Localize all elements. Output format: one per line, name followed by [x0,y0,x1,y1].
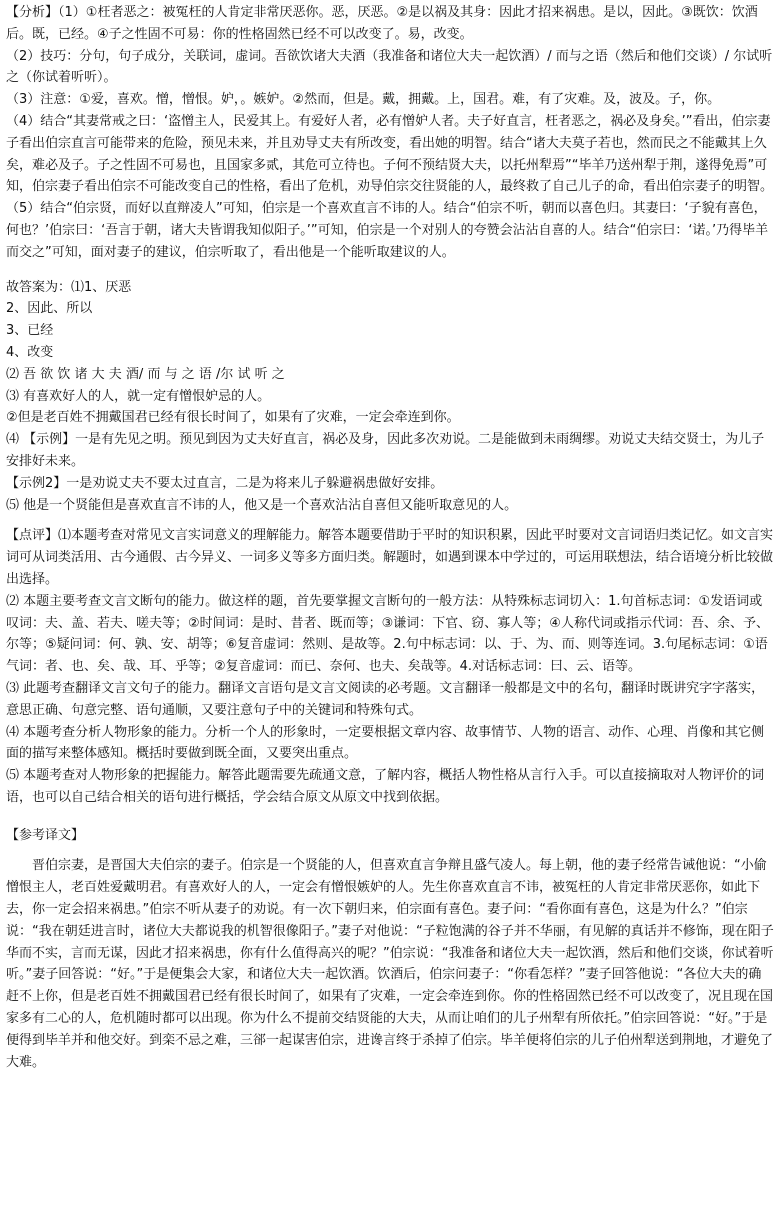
translation-text: 晋伯宗妻，是晋国大夫伯宗的妻子。伯宗是一个贤能的人，但喜欢直言争辩且盛气凌人。每上朝，他的妻子经常告诫他说：“小偷憎恨主人，老百姓爱戴明君。有喜欢好人的人，一定会有憎恨嫉妒的人。先生你喜欢直言不讳，被冤枉的人肯定非常厌恶你，如此下去，你一定会招来祸患。”伯宗不听从妻子的劝说。有一次下朝归来，伯宗面有喜色。妻子问：“看你面有喜色，这是为什么？”伯宗说：“我在朝廷进言时，诸位大夫都说我的机智很像阳子。”妻子对他说：“子粒饱满的谷子并不华丽，有见解的真话并不修饰，现在阳子华而不实，言而无谋，因此才招来祸患，你有什么值得高兴的呢？”伯宗说：“我准备和诸位大夫一起饮酒，然后和他们交谈，你试着听听。”妻子回答说：“好。”于是便集会大家，和诸位大夫一起饮酒。饮酒后，伯宗问妻子：“你看怎样？”妻子回答他说：“各位大夫的确赶不上你，但是老百姓不拥戴国君已经有很长时间了，如果有了灾难，一定会牵连到你。你的性格固然已经不可以改变了，况且现在国家多有二心的人，危机随时都可以出现。你为什么不提前交结贤能的大夫，从而让咱们的儿子州犁有所依托。”伯宗回答说：“好。”于是便得到毕羊并和他交好。到栾不忌之难，三郤一起谋害伯宗，进谗言终于杀掉了伯宗。毕羊便将伯宗的儿子伯州犁送到荆地，才避免了大难。 [6,858,774,1070]
analysis-part-3: （3）注意：①爱，喜欢。憎，憎恨。妒，。嫉妒。②然而，但是。戴，拥戴。上，国君。难，有了灾难。及，波及。子，你。 [6,92,721,108]
spacer [6,846,774,855]
comment-part-2: ⑵ 本题主要考查文言文断句的能力。做这样的题，首先要掌握文言断句的一般方法：从特殊标志词切入：1.句首标志词：①发语词或叹词：夫、盖、若夫、嗟夫等；②时间词：是时、昔者、既而等；③谦词：下官、窃、寡人等；④人称代词或指示代词：吾、余、予、尔等；⑤疑问词：何、孰、安、胡等；⑥复音虚词：然则、是故等。2.句中标志词：以、于、为、而、则等连词。3.句尾标志词：①语气词：者、也、矣、哉、耳、乎等；②复音虚词：而已、奈何、也夫、矣哉等。4.对话标志词：曰、云、语等。 [6,593,769,675]
comment-part-3: ⑶ 此题考查翻译文言文句子的能力。翻译文言语句是文言文阅读的必考题。文言翻译一般都是文中的名句，翻译时既讲究字字落实，意思正确、句意完整、语句通顺，又要注意句子中的关键词和特殊句式。 [6,680,765,718]
answer-section [6,277,774,517]
answer-line: 4、改变 [6,344,54,360]
spacer [6,264,774,277]
spacer [6,516,774,525]
answer-line: 3、已经 [6,323,54,339]
analysis-text-1: （1）①枉者恶之：被冤枉的人肯定非常厌恶你。恶，厌恶。②是以祸及其身：因此才招来祸患。是以，因此。③既饮：饮酒后。既，已经。④子之性固不可易：你的性格固然已经不可以改变了。易，改变。 [6,5,758,42]
analysis-part-5: （5）结合“伯宗贤，而好以直辩凌人”可知，伯宗是一个喜欢直言不讳的人。结合“伯宗不听，朝而以喜色归。其妻曰：‘子貌有喜色，何也？’伯宗曰：‘吾言于朝，诸大夫皆谓我知似阳子。’”可知，伯宗是一个对别人的夸赞会沾沾自喜的人。结合“伯宗曰：‘诺。’乃得毕羊而交之”可知，面对妻子的建议，伯宗听取了，看出他是一个能听取建议的人。 [6,201,769,260]
answer-line: 故答案为：⑴1、厌恶 [6,279,132,295]
analysis-part-1 [6,2,774,46]
analysis-tag: 【分析】 [6,5,59,20]
translation-section [6,825,774,1074]
answer-line: ⑷ 【示例】一是有先见之明。预见到因为丈夫好直言，祸必及身，因此多次劝说。二是能做到未雨绸缪。劝说丈夫结交贤士，为儿子安排好未来。 [6,432,765,469]
answer-line: ⑶ 有喜欢好人的人，就一定有憎恨妒忌的人。 [6,388,271,404]
spacer [6,809,774,825]
answer-line: ⑸ 他是一个贤能但是喜欢直言不讳的人，他又是一个喜欢沾沾自喜但又能听取意见的人。 [6,497,518,513]
answer-line: ②但是老百姓不拥戴国君已经有很长时间了，如果有了灾难，一定会牵连到你。 [6,410,460,426]
analysis-part-2: （2）技巧：分句，句子成分，关联词，虚词。吾欲饮诸大夫酒（我准备和诸位大夫一起饮酒）/ 而与之语（然后和他们交谈）/ 尔试听之（你试着听听）。 [6,48,773,86]
answer-line: 【示例2】一是劝说丈夫不要太过直言，二是为将来儿子躲避祸患做好安排。 [6,475,444,491]
analysis-part-4: （4）结合“其妻常戒之曰：‘盗憎主人，民爱其上。有爱好人者，必有憎妒人者。夫子好直言，枉者恶之，祸必及身矣。’”看出，伯宗妻子看出伯宗直言可能带来的危险，预见未来，并且劝导丈夫有所改变，看出她的明智。结合“诸大夫莫子若也，然而民之不能戴其上久矣，难必及子。子之性固不可易也，且国家多贰，其危可立待也。子何不预结贤大夫，以托州犁焉”“毕羊乃送州犁于荆，遂得免焉”可知，伯宗妻子看出伯宗不可能改变自己的性格，看出了危机，劝导伯宗交往贤能的人，最终救了自己儿子的命，看出伯宗妻子的明智。 [6,113,774,195]
comment-part-4: ⑷ 本题考查分析人物形象的能力。分析一个人的形象时，一定要根据文章内容、故事情节、人物的语言、动作、心理、肖像和其它侧面的描写来整体感知。概括时要做到既全面，又要突出重点。 [6,724,765,762]
comment-section [6,525,774,808]
translation-heading: 【参考译文】 [6,827,85,843]
comment-part-5: ⑸ 本题考查对人物形象的把握能力。解答此题需要先疏通文意，了解内容，概括人物性格从言行入手。可以直接摘取对人物评价的词语，也可以自己结合相关的语句进行概括，学会结合原文从原文中找到依据。 [6,768,765,805]
analysis-section [6,2,774,264]
answer-line: 2、因此、所以 [6,301,93,317]
answer-line: ⑵ 吾 欲 饮 诸 大 夫 酒/ 而 与 之 语 /尔 试 听 之 [6,366,285,382]
comment-part-1: 【点评】⑴本题考查对常见文言实词意义的理解能力。解答本题要借助于平时的知识积累，因此平时要对文言词语归类记忆。如文言实词可从词类活用、古今通假、古今异义、一词多义等多方面归类。解题时，如遇到课本中学过的，可运用联想法，结合语境分析比较做出选择。 [6,528,774,587]
